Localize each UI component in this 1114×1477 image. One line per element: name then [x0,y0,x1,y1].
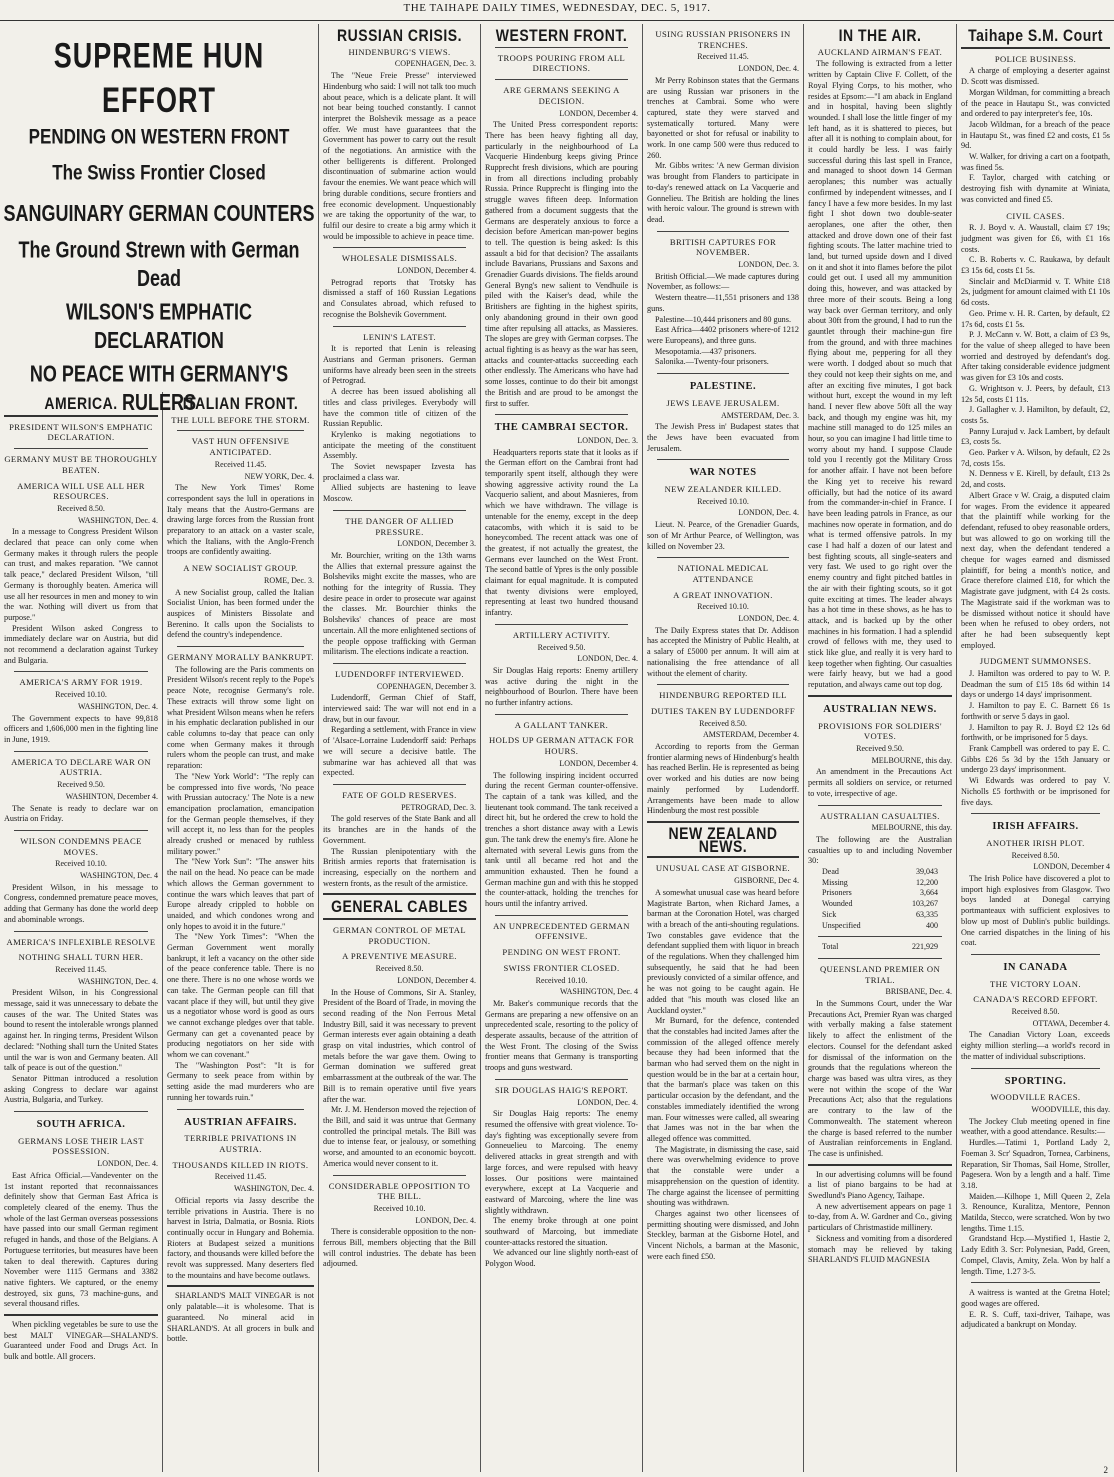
paragraph: President Wilson, in his Congressional message, said it was unnecessary to debate the causes of the war. The United States was bound to resent the intolerable wrongs planned against her. In ringing terms, President Wilson declared: "Nothing shall turn the United States until the war is won and Germany beaten. All talk of peace is out of the question." [4,988,158,1073]
dateline: WASHINGTON, Dec. 4. [233,1184,314,1194]
divider [14,671,148,672]
section-title: AMERICA. [44,393,118,413]
article-subheading: PENDING ON WEST FRONT. [502,947,621,958]
dateline: WASHINGTON, Dec. 4. [77,515,158,525]
article-subheading: THOUSANDS KILLED IN RIOTS. [172,1159,309,1170]
received-time: Received 10.10. [55,690,107,700]
column-italian-front [163,392,318,1472]
paragraph: R. J. Boyd v. A. Waustall, claim £7 19s; judgment was given for £6, with £1 16s costs. [961,223,1110,254]
divider [14,931,148,932]
paragraph: Mr. Bourchier, writing on the 13th warns the Allies that external pressure against the Bolsheviks might excite the masses, who are nothing for the integrity of Russia. They desire peace in order to prosecute war against the classes. Mr. Bourchier thinks the Bolsheviks' chances of peace are most uncertain. All the more enlightened sections of the people oppose trafficking with German militarism. The elections indicate a reaction. [323,550,477,657]
divider [971,954,1100,955]
article-subheading: ARTILLERY ACTIVITY. [512,629,611,640]
paragraph: N. Denness v E. Kirell, by default, £13 2s 2d, and costs. [961,469,1110,490]
paragraph: The New York Times' Rome correspondent says the lull in operations in Italy means that the Austro-Germans are drawing large forces from the Russian front preparatory to an attack on a vaster scale, which the Italians, with the Anglo-French troops are confidently awaiting. [167,483,314,557]
paragraph: C. B. Roberts v. C. Raukawa, by default £3 15s 6d, costs £1 5s. [961,255,1110,276]
masthead-title: THE TAIHAPE DAILY TIMES, [403,2,560,14]
divider [657,684,789,685]
headline-4: SANGUINARY GERMAN COUNTERS [3,200,315,226]
paragraph: F. Taylor, charged with catching or destroying fish with dynamite at Winiata, was convicted and fined £5. [961,173,1110,204]
article-heading: IRISH AFFAIRS. [992,821,1079,833]
divider [333,326,466,327]
divider [333,247,466,248]
paragraph: The Canadian Victory Loan, exceeds eighty million sterling—a world's record in the matter of individual subscriptions. [961,1030,1110,1061]
headline-7: NO PEACE WITH GERMANY'S RULERS [29,360,289,416]
paragraph: The following are the Paris comments on President Wilson's recent reply to the Pope's peace Note, recognise Germany's role. These extracts will throw some light on what President Wilson means when he refers in his emphatic declaration published in our cable columns to-day that peace can only come when Germany makes it through rulers whom the people can trust, and make reparation: [167,664,314,771]
paragraph: Panny Lurajud v. Jack Lambert, by default £3, costs 5s. [961,426,1110,447]
article-subheading: HINDENBURG'S VIEWS. [348,46,451,57]
article-subheading: NOTHING SHALL TURN HER. [18,952,144,963]
dateline: LONDON, Dec. 4. [97,1159,158,1169]
paragraph: Senator Pittman introduced a resolution asking Congress to declare war against Austria, Bulgaria, and Turkey. [4,1073,158,1105]
headline-2: PENDING ON WESTERN FRONT [28,124,290,149]
paragraph: J. Hamilton to pay E. C. Barnett £6 1s forthwith or serve 5 days in gaol. [961,701,1110,721]
divider [14,1111,148,1112]
paragraph: Western theatre—11,551 prisoners and 138 guns. [647,293,799,313]
divider [808,1164,952,1166]
paragraph: The following is extracted from a letter written by Captain Clive F. Collett, of the Royal Flying Corps, to his mother, who resides at Epsom:—"I am aback in England and in hospital, having been slightly wounded. I shall lose the little finger of my left hand, as it is shattered to pieces, but after all it is nothing to complain about, for it could hardly be less. I was fairly successful during this last spell in France, and managed to shoot down 14 German aeroplanes; this number was actually confirmed by independent witnesses, and I fancy I have a few more besides. In my last fight I shot down two double-seater aeroplanes, one after the other, then attacked and drove down one of their fast fighting scouts. The latter machine tried to land, but turned upside down and I dived on it and shot it into flames before the pilot could get out. I used all my ammunition doing this, however, and was attacked by three more of their scouts. Being a long way back over German territory, and only about 30ft from the ground, I had to run the gauntlet through their machine-gun fire from the ground, and with three machines flying about me, peppering for all they were worth. I dodged about so much that they could not keep their sights on me, and after an exciting five minutes, I got back without hurt, except the wound in my left hand. I never flew above 50ft all the way back, and though my engine was hit, my machine still managed to do 125 miles an hour, so you can imagine I had little time to worry about my hand. I suppose Claude told you I recently got the Military Cross for another affair. I have not been before the King yet to receive his reward officially, but had the notice of its award from the commander-in-chief in France. I have been leading patrols in France, as our machines now operate in formation, and do what is termed offensive patrols. In my case I had half a dozen of our latest and best fighting scouts, all single-seaters and very fast. We used to go right over the enemy country and fight pitched battles in the air with their fighting scouts, so it got quite exciting at times. The leader always has a hot time in these shows, as he has to attack, and is backed up by the other machines in his formation. I had a splendid crowd of fellows with me, they used to stick like glue, and really it is very hard to keep together when fighting. Our casualties were fairly heavy, but we had a good reputation, and always came out top dog. [808,59,952,690]
headline-6: WILSON'S EMPHATIC DECLARATION [66,298,252,354]
casualty-row: Unspecified 400 [822,920,938,930]
divider [177,430,304,431]
received-time: Received 8.50. [1011,1007,1060,1017]
paragraph: Maiden.—Kilhope 1, Mill Queen 2, Zela 3. Renounce, Kuralitza, Mentore, Pennon Matilda, Stecco, were scratched. Won by two lengths. Time 1.15. [961,1191,1110,1233]
divider [323,918,476,920]
paragraph: The Senate is ready to declare war on Austria on Friday. [4,803,158,824]
dateline: LONDON, Dec. 3. [738,260,799,270]
paragraph: W. Walker, for driving a cart on a footpath, was fined 5s. [961,152,1110,172]
casualty-table [808,867,952,953]
article-heading: AMERICA TO DECLARE WAR ON AUSTRIA. [11,756,151,778]
column-in-the-air [804,24,956,1472]
casualty-row: Dead 39,043 [822,867,938,877]
casualty-row: Prisoners 3,664 [822,888,938,898]
dateline: LONDON, December 4. [559,108,638,118]
paragraph: President Wilson, in his message to Congress, condemned premature peace moves, adding that Germany has done the world deep and abominable wrongs. [4,882,158,924]
article-subheading: A NEW SOCIALIST GROUP. [183,563,298,574]
advertisement: SHARLAND'S MALT VINEGAR is not only palatable—it is wholesome. That is guaranteed. No mineral acid in SHARLAND'S. At all grocers in bulk and bottle. [167,1291,314,1344]
received-time: Received 8.50. [1011,850,1060,860]
paragraph: In the Summons Court, under the War Precautions Act, Premier Ryan was charged with verbally making a false statement likely to affect the enlistment of the electors. Counsel for the defendant asked for dismissal of the information on the grounds that the regulations whereon the charge was based was ultra vires, as they were not within the scope of the War Precautions Act; also that the regulations are contrary to the law of the Commonwealth. The statement whereon the charge is based referred to the number of Australian reinforcements in England. The case is unfinished. [808,999,952,1158]
article-subheading: QUEENSLAND PREMIER ON TRIAL. [819,963,941,985]
received-time: Received 11.45. [55,964,107,974]
headline-5: The Ground Strewn with German Dead [18,236,300,292]
divider [818,805,942,806]
paragraph: Geo. Parker v A. Wilson, by default, £2 2s 7d, costs 15s. [961,448,1110,468]
dateline: LONDON, December 4. [397,266,476,276]
article-subheading: AN UNPRECEDENTED GERMAN OFFENSIVE. [493,920,630,942]
column-russian-crisis [319,24,480,1472]
divider [333,510,466,511]
article-subheading: ARE GERMANS SEEKING A DECISION. [503,85,620,106]
divider [495,915,628,916]
dateline: WOODVILLE, this day. [1031,1104,1110,1114]
divider [495,47,628,48]
paragraph: The "New York Times": "When the German Government went morally bankrupt, it left a vacancy on the other side of the peace conference table. There is no one there. There is no one whose words we can take. The German people can fill that vacant place if they will, but until they give us a negotiator whose word is good as ours we cannot exchange pledges over that table. Germany can get a covenanted peace by producing negotiators on her side with whom we can covenant." [167,932,314,1060]
dateline: MELBOURNE, this day. [871,755,952,765]
article-subheading: POLICE BUSINESS. [994,53,1077,64]
section-title: RUSSIAN CRISIS. [337,25,462,45]
paragraph: The "Washington Post": "It is for Germany to seek peace from within by setting aside the mad murderers who are running her towards ruin." [167,1060,314,1102]
divider [971,813,1100,814]
dateline: MELBOURNE, this day. [871,823,952,833]
dateline: WASHINTON, December 4. [65,791,158,801]
article-subheading: AMERICA WILL USE ALL HER RESOURCES. [17,480,145,502]
column-america [0,392,162,1472]
received-time: Received 9.50. [856,744,904,753]
paragraph: The "New York World": "The reply can be compressed into five words, 'No peace with Prussian autocracy.' The Note is a new emancipation proclamation, emancipation for the German people themselves, if they will accept it, no less than for the peoples already crushed or menaced by ruthless military power." [167,771,314,856]
section-title: WESTERN FRONT. [495,25,628,45]
paragraph: Allied subjects are hastening to leave Moscow. [323,483,476,504]
article-subheading: A GALLANT TANKER. [514,719,609,730]
paragraph: The Russian plenipotentiary with the British armies reports that fraternisation is increasing, especially on the northern and western fronts, as the result of the armistice. [323,846,476,888]
divider [177,646,304,647]
headline-1: SUPREME HUN EFFORT [53,36,265,120]
paragraph: A decree has been issued abolishing all titles and class privileges. Everybody will have the common title of citizen of the Russian Republic. [323,387,476,429]
section-title: ITALIAN FRONT. [182,393,299,413]
casualty-total: Total 221,929 [822,942,938,952]
section-title: IN THE AIR. [838,25,922,45]
divider [657,373,789,374]
article-subheading: TROOPS POURING FROM ALL DIRECTIONS. [497,52,626,74]
divider [818,958,942,959]
dateline: GISBORNE, Dec 4. [734,876,799,886]
paragraph: Palestine—10,444 prisoners and 80 guns. [655,314,791,324]
paragraph: Jacob Wildman, for a breach of the peace in Hautapu St., was fined £2 and costs, £1 5s 9d. [961,119,1110,151]
dateline: LONDON, December 4. [559,758,638,768]
received-time: Received 9.50. [57,780,105,790]
paragraph: A waitress is wanted at the Gretna Hotel; good wages are offered. [961,1288,1110,1308]
paragraph: President Wilson asked Congress to immediately declare war on Austria, but did not recommend a declaration against Turkey and Bulgaria. [4,623,158,665]
article-subheading: CANADA'S RECORD EFFORT. [973,994,1098,1005]
article-subheading: LENIN'S LATEST. [363,331,436,342]
advertisement: When pickling vegetables be sure to use the best MALT VINEGAR—SHALAND'S. Guaranteed under Food and Drugs Act. In bulk and bottle. All grocers. [4,1320,158,1362]
article-subheading: PROVISIONS FOR SOLDIERS' VOTES. [818,720,942,742]
article-subheading: GERMANY MUST BE THOROUGHLY BEATEN. [4,454,158,475]
article-subheading: WOODVILLE RACES. [990,1092,1081,1103]
received-time: Received 11.45. [214,1172,267,1182]
dateline: OTTAWA, December 4. [1032,1018,1110,1028]
paragraph: According to reports from the German frontier alarming news of Hindenburg's health has reached Berlin. He is represented as being over worked and his duties are now being mainly performed by Ludendorff. Arrangements have been made to allow Hindenburg the most rest possible [647,742,799,816]
dateline: WASHINGTON, Dec. 4. [77,701,158,711]
received-time: Received 8.50. [57,503,105,513]
article-subheading: DUTIES TAKEN BY LUDENDORFF [650,705,796,716]
paragraph: Mr. Baker's communique records that the Germans are preparing a new offensive on an unprecedented scale, resorting to the policy of desperate assaults, because of the attrition of the West Front. The closing of the Swiss frontier means that Germany is transporting troops and guns westward. [485,998,638,1073]
paragraph: Mr Burnard, for the defence, contended that the constables had incited James after the commission of the alleged offence merely because they had been informed that the barman who had served them on the night in question would be in the bar at a certain hour, that the barman's place was taken on this particular occasion by the defendant, and the constables immediately identified the wrong man. Four witnesses were called, all swearing that James was not in the bar when the alleged offence was committed. [647,1016,799,1143]
paragraph: The Jewish Press in' Budapest states that the Jews have been evacuated from Jerusalem. [647,422,799,453]
section-title: Taihape S.M. Court [968,25,1103,45]
paragraph: Morgan Wildman, for committing a breach of the peace in Hautapu St., was convicted and ordered to pay interpreter's fee, 10s. [961,87,1110,119]
article-heading: PRESIDENT WILSON'S EMPHATIC DECLARATION. [9,421,153,443]
paragraph: Headquarters reports state that it looks as if the German effort on the Cambrai front had temporarily spent itself, although they were showing aggressive activity round the La Vacquerio salient, and about Masnieres, from which we have withdrawn. The village is untenable for the enemy, except in the deep catacombs, with which it is said to be honeycombed. The recent attack was one of the greatest, if not actually the greatest, the Germans ever launched on the West Front. The second battle of Ypres is the only possible claimant for equal magnitude. It is computed that twenty divisions were employed, representing at least two hundred thousand infantry. [485,447,638,618]
received-time: Received 10.10. [697,496,749,506]
divider [14,751,148,752]
column-sm-court [957,24,1114,1472]
article-subheading: NEW ZEALANDER KILLED. [664,484,782,495]
article-subheading: JUDGMENT SUMMONSES. [979,656,1092,667]
paragraph: The enemy broke through at one point southward of Marcoing, but immediate counter-attacks restored the situation. [485,1216,638,1247]
paragraph: Official reports via Jassy describe the terrible privations in Austria. There is no harvest in Istria, Dalmatia, or Bosnia. Riots continually occur in Hungary and Bohemia. Rioters at Budapest seized a munitions factory, and thousands were killed before the revolt was suppressed. Many deserters fled to the mountains and have become outlaws. [167,1195,315,1280]
headline-3: The Swiss Frontier Closed [52,160,266,185]
paragraph: There is considerable opposition to the non-ferrous Bill, members objecting that the Bill will control industries. The debate has been adjourned. [323,1227,476,1269]
article-subheading: WHOLESALE DISMISSALS. [341,253,458,264]
paragraph: Lieut. N. Pearce, of the Grenadier Guards, son of Mr Arthur Pearce, of Wellington, was killed on November 23. [647,520,799,551]
paragraph: In the House of Commons, Sir A. Stanley, President of the Board of Trade, in moving the second reading of the Non Ferrous Metal Industry Bill, said it was necessary to prevent German interests ever again obtaining a death grasp on vital industries, which control of metals before the war gave them. Owing to German domination we suffered great embarrassment at the outbreak of the war. The Bill is to remain operative until five years after the war. [323,987,476,1104]
dateline: LONDON, Dec. 3. [577,435,638,445]
divider [961,47,1110,49]
received-time: Received 10.10. [373,1203,426,1213]
divider [4,1314,158,1316]
dateline: COPENHAGEN, Dec. 3. [394,59,476,69]
paragraph: Mesopotamia.—437 prisoners. [655,346,757,356]
paragraph: The following inspiring incident occurred during the recent German counter-offensive. The captain of a tank was killed, and the lieutenant took command. The tank received a direct hit, but he ordered the crew to hold the trenches a short distance away with a Lewis gun. The tank drew the enemy's fire. Alone he alternated with several Lewis guns from the tank until all became red hot and the ammunition exhausted. Then he found a German machine gun and with this he stopped the counter-attack, holding the trenches for hours until the infantry arrived. [485,770,638,909]
paragraph: Sir Douglas Haig reports: Enemy artillery was active during the night in the neighbourhood of Bourlon. There have been no further infantry actions. [485,665,638,708]
article-subheading: TERRIBLE PRIVATIONS IN AUSTRIA. [184,1133,297,1154]
article-subheading: AUCKLAND AIRMAN'S FEAT. [817,46,943,57]
paragraph: East Africa—4402 prisoners where-of 1212 were Europeans), and three guns. [647,325,799,345]
paragraph: The Government expects to have 99,818 officers and 1,606,000 men in the fighting line in June, 1919. [4,713,158,744]
paragraph: The Irish Police have discovered a plot to import high explosives from Glasgow. Two boys landed at Donegal carrying portmanteaux with sufficient explosives to blow up most of Dublin's public buildings. One carried dispatches in the lining of his coat. [961,874,1110,948]
article-heading: GERMANY MORALLY BANKRUPT. [167,652,314,663]
paragraph: The United Press correspondent reports: There has been heavy fighting all day, particularly in the neighbourhood of La Vacquerie Hindenburg keeps giving Prince Rupprecht fresh divisions, which are pouring in from all directions including probably Russia. Prince Rupprecht is flinging into the struggle waves fifteen deep. Information gathered from a document suggests that the Germans are desperately anxious to force a decision before American man-power begins to tell. The question is being asked: Is this assault a bid for that decision? The assailants include Bavarians, Prussians and Saxons and Grenadier Guards divisions. The fields around General Byng's new salient to Vendhuile is piled with the Kaiser's dead, while the Britishers are fighting in the highest spirits, only abandoning ground in their own good time after repulsing all attacks, as Massieres. The slopes are grey with German corpses. The actual fighting is as heavy as the war has seen, attacks and counter-attacks succeeding each other endlessly. The Americans who have had some losses, continue to do their bit amongst the British and are proud to be amongst the first to suffer. [485,120,638,408]
dateline: COPENHAGEN, December 3. [376,681,476,691]
paragraph: Salonika.—Twenty-four prisoners. [655,357,769,367]
dateline: WASHINGTON, Dec. 4 [559,987,638,997]
divider [4,415,158,417]
paragraph: The "New York Sun": "The answer hits the nail on the head. No peace can be made which allows the German government to continue the wars which leaves that part of Europe already crippled to hobble on unaided, and which condones wrong and only hopes to avoid it in the future." [167,857,314,931]
paragraph: Mr. Gibbs writes: 'A new German division was brought from Flanders to participate in to-day's renewed attack on La Vacquerie and Gonnelieu. The British are holding the lines with heroic valour. The ground is strewn with dead. [647,161,799,224]
divider [971,1282,1100,1283]
article-subheading: THE LULL BEFORE THE STORM. [171,414,310,425]
article-subheading: THE VICTORY LOAN. [990,978,1081,989]
divider [495,79,628,80]
article-subheading: HINDENBURG REPORTED ILL [659,690,787,701]
paragraph: Ludendorff, German Chief of Staff, interviewed said: The war will not end in a draw, but in our favour. [323,693,476,724]
paragraph: Grandstand Hcp.—Mystified 1, Hastie 2, Lady Edith 3. Scr: Polynesian, Padd, Green, Compel, Clavis, Amity, Zela. Won by half a length. Time, 1.27 3-5. [961,1234,1110,1276]
article-subheading: BRITISH CAPTURES FOR NOVEMBER. [669,236,777,258]
dateline: LONDON, December 4 [1033,862,1110,872]
paragraph: A new Socialist group, called the Italian Socialist Union, has been formed under the auspices of Ministers Bissolate and Berenino. It calls upon the Socialists to defend the country's independence. [167,587,314,640]
paragraph: The Daily Express states that Dr. Addison has accepted the Ministry of Public Health, at a salary of £5000 per annum. It will aim at nationalising the free attendance of all without the element of charity. [647,625,799,678]
paragraph: A somewhat unusual case was heard before Magistrate Barton, when Richard James, a barman at the Coronation Hotel, was charged with a breach of the anti-shouting regulations. Two constables gave evidence that the defendant supplied them with liquor in breach of the regulations. When they challenged him subsequently, he said that he had been previously convicted of a similar offence, and he was not going to be caught again. He added that "his mouth was closed like an Auckland oyster." [647,887,799,1015]
article-subheading: HOLDS UP GERMAN ATTACK FOR HOURS. [489,735,634,757]
article-heading: SOUTH AFRICA. [36,1119,126,1131]
divider [808,695,952,697]
column-war-notes [643,24,803,1472]
paragraph: G. Wrightson v. J. Peers, by default, £13 12s 5d, costs £1 11s. [961,383,1110,404]
dateline: AMSTERDAM, Dec. 3. [721,410,799,420]
article-heading: IN CANADA [1003,961,1068,973]
page-number: 2 [1103,1465,1108,1475]
dateline: LONDON, Dec. 4. [577,654,638,664]
article-subheading: FATE OF GOLD RESERVES. [342,790,457,800]
paragraph: British Official.—We made captures during November, as follows:— [647,271,799,292]
casualty-row: Sick 63,335 [822,909,938,919]
dateline: LONDON, Dec. 4. [415,1215,476,1225]
paragraph: Albert Grace v W. Craig, a disputed claim for wages. From the evidence it appeared that the plaintiff while working for the defendant, refused to obey reasonable orders, but was allowed to go on working till the next day, when the defendant tendered a cheque for wages earned and dismissed plaintiff, for being a month's notice, and Grace therefore claimed £18, for which the Magistrate gave judgment, with £4 2s costs. The Magistrate said if the workman was to be dismissed without notice it should have been when he refused to obey orders, not after he had been subsequently kept employed. [961,490,1110,650]
article-subheading: SIR DOUGLAS HAIG'S REPORT. [494,1084,629,1095]
paragraph: Charges against two other licensees of permitting shouting were dismissed, and John Steckley, barman at the Gisborne Hotel, and Vincent Nichols, a barman at the Masonic, were each fined £50. [647,1208,799,1261]
paragraph: Sir Douglas Haig reports: The enemy resumed the offensive with great violence. To-day's fighting was exceptionally severe from Gonneuelieu to Marcoing. The enemy delivered attacks in great strength and with large forces, and were repulsed with heavy losses. Our positions were maintained everywhere, except at La Vacquerie and eastward of Marcoing, where the line was slightly withdrawn. [485,1109,638,1215]
article-subheading: NATIONAL MEDICAL ATTENDANCE [677,563,769,584]
paragraph: The Jockey Club meeting opened in fine weather, with a good attendance. Results:— [961,1116,1110,1137]
paragraph: Frank Campbell was ordered to pay E. C. Gibbs £26 5s 3d by the 15th January or undergo 23 days' imprisonment. [961,744,1110,775]
paragraph: The following are the Australian casualties up to and including November 30: [808,834,952,866]
divider [177,1109,304,1110]
article-subheading: USING RUSSIAN PRISONERS IN TRENCHES. [655,29,791,50]
divider [323,893,476,895]
paragraph: E. R. S. Cuff, taxi-driver, Taihape, was adjudicated a bankrupt on Monday. [961,1309,1110,1330]
divider [657,231,789,232]
received-time: Received 8.50. [375,964,424,974]
divider [647,856,799,858]
paragraph: J. Hamilton was ordered to pay to W. P. Deadman the sum of £15 18s 6d within 14 days or undergo 14 days' imprisonment. [961,669,1110,700]
received-time: Received 10.10. [55,859,107,869]
article-heading: WILSON CONDEMNS PEACE MOVES. [20,835,142,857]
article-heading: AUSTRALIAN NEWS. [823,703,937,715]
received-time: Received 10.10. [697,602,749,612]
paragraph: In our advertising columns will be found a list of piano bargains to be had at Swedlund's Piano Agency, Taihape. [808,1169,952,1201]
received-time: Received 11.45. [697,52,749,62]
article-heading: SPORTING. [1004,1075,1067,1087]
article-subheading: JEWS LEAVE JERUSALEM. [666,397,780,408]
divider [333,784,466,785]
received-time: Received 8.50. [699,718,747,728]
article-subheading: CONSIDERABLE OPPOSITION TO THE BILL. [328,1180,471,1202]
paragraph: J. Hamilton to pay R. J. Boyd £2 12s 6d forthwith, or be imprisoned for 5 days. [961,722,1110,743]
paragraph: J. Gallagher v. J. Hamilton, by default, £2, costs 5s. [961,405,1110,425]
divider [495,414,628,415]
divider [495,1079,628,1080]
article-heading: AMERICA'S INFLEXIBLE RESOLVE [6,936,156,947]
masthead-date: WEDNESDAY, DEC. 5, 1917. [562,2,711,14]
paragraph: A charge of employing a deserter against D. Scott was dismissed. [961,66,1110,87]
divider [14,448,148,449]
received-time: Received 10.10. [535,975,588,985]
article-subheading: GERMAN CONTROL OF METAL PRODUCTION. [332,925,467,946]
paragraph: The gold reserves of the State Bank and all its branches are in the hands of the Government. [323,814,476,845]
divider [495,714,628,715]
divider [333,1175,466,1176]
article-heading: THE CAMBRAI SECTOR. [494,422,629,434]
article-subheading: VAST HUN OFFENSIVE ANTICIPATED. [191,436,290,458]
received-time: Received 11.45. [214,459,267,469]
dateline: WASHINGTON, Dec. 4 [79,871,158,881]
paragraph: The "Neue Freie Presse" interviewed Hindenburg who said: I will not talk too much about peace, which is a delicate plant. It will not bear being touched constantly. I cannot interpret the Bolshevik message as a peace offer. We must have guarantees that the Government has power to carry out the result of the negotiations. An armistice with the other belligerents is different. Prolonged discontinuation of submarine action would favour the enemies. We want peace which will bring durable conditions, secure frontiers and free economic development. Unquestionably we are taking the opportunity of the war, to fulfil our desire to create a big army which it would be impossible to achieve in peace time. [323,71,476,241]
divider [971,1068,1100,1069]
paragraph: The Soviet newspaper Izvesta has proclaimed a class war. [323,462,476,482]
divider [167,1285,314,1287]
article-subheading: A GREAT INNOVATION. [673,589,773,600]
dateline: PETROGRAD, Dec. 3. [401,802,476,812]
divider [818,936,942,937]
article-heading: AMERICA'S ARMY FOR 1919. [19,677,143,688]
article-subheading: LUDENDORFF INTERVIEWED. [335,668,464,679]
article-heading: PALESTINE. [689,381,757,393]
paragraph: Krylenko is making negotiations to anticipate the meeting of the constituent Assembly. [323,429,476,461]
paragraph: Mr Perry Robinson states that the Germans are using Russian war prisoners in the trenches at Cambrai. Some who were captured, state they were starved and systematically tortured. Many were bayonetted or shot for refusal or inability to work. In one camp 500 were thus reduced to 260. [647,75,799,160]
paragraph: In a message to Congress President Wilson declared that peace can only come when Germany makes it through rulers the people can trust, and makes reparation. "We cannot talk peace," declared President Wilson, "till Germany is thoroughly beaten. America will use all her resources in men and money to win the war. Nothing will divert us from that purpose." [4,527,158,622]
divider [14,830,148,831]
dateline: ROME, Dec. 3. [264,575,314,585]
divider [657,557,789,558]
article-subheading: CIVIL CASES. [1006,210,1065,221]
divider [495,624,628,625]
paragraph: Mr. J. M. Henderson moved the rejection of the Bill, and said it was untrue that Germany controlled the principal metals. The Bill was due to intense fear, or jealousy, or something worse, and amounted to an economic boycott. America would never consent to it. [323,1105,476,1168]
dateline: LONDON, December 3. [397,539,476,549]
casualty-row: Wounded 103,267 [822,899,938,909]
dateline: LONDON, Dec. 4. [738,64,799,74]
paragraph: Sinclair and McDiarmid v. T. White £18 2s, judgment for amount claimed with £1 10s 6d costs. [961,276,1110,308]
divider [657,459,789,460]
article-subheading: GERMANS LOSE THEIR LAST POSSESSION. [18,1135,144,1157]
article-subheading: THE DANGER OF ALLIED PRESSURE. [345,515,454,537]
dateline: NEW YORK, Dec. 4. [244,471,314,481]
paragraph: Petrograd reports that Trotsky has dismissed a staff of 160 Russian Legations and Consulates abroad, which refused to recognise the Bolshevik Government. [323,277,476,319]
paragraph: An amendment in the Precautions Act permits all soldiers on service, or returned to vote, irrespective of age. [808,767,952,798]
casualty-row: Missing 12,200 [822,877,938,887]
paragraph: Geo. Prime v. H. R. Carten, by default, £2 17s 6d, costs £1 5s. [961,308,1110,329]
paragraph: A new advertisement appears on page 1 to-day, from A. W. Gardner and Co., giving particulars of Christmastide millinery. [808,1201,952,1233]
received-time: Received 9.50. [537,642,586,652]
paragraph: Wi Edwards was ordered to pay V. Nicholls £5 forthwith or be imprisoned for five days. [961,776,1110,807]
paragraph: The Magistrate, in dismissing the case, said there was overwhelming evidence to prove that the constable were under a misapprehension on the question of identity. The charge against the licensee of permitting shouting was withdrawn. [647,1144,799,1208]
paragraph: Sickness and vomiting from a disordered stomach may be relieved by taking SHARLAND'S FLUID MAGNESIA [808,1233,952,1265]
article-subheading: A PREVENTIVE MEASURE. [342,951,457,962]
article-heading: AUSTRIAN AFFAIRS. [184,1116,297,1128]
section-title: NEW ZEALAND NEWS. [668,823,778,856]
article-subheading: SWISS FRONTIER CLOSED. [503,962,620,973]
section-title: GENERAL CABLES [331,896,468,916]
paragraph: P. J. McCann v. W. Bott, a claim of £3 9s, for the value of sheep alleged to have been worried and destroyed by defendant's dog. After taking considerable evidence judgment was given for £3 10s and costs. [961,330,1110,383]
paragraph: East Africa Official.—Vandeventer on the 1st instant reported that reconnaissances definitely show that German East Africa is completely cleared of the enemy. Thus the whole of the last German overseas possessions have passed into our small German regiment refuged in hands, and those of the Belgians. A Portuguese territories, but measures have been taken to deal therewith. Captures during November were 1115 Germans and 3382 native fighters. We captured, or the enemy destroyed, six guns, 73 machine-guns, and several thousand rifles. [4,1170,158,1309]
dateline: WASHINGTON, Dec. 4. [77,976,158,986]
divider [333,663,466,664]
column-western-front [481,24,642,1472]
article-subheading: UNUSUAL CASE AT GISBORNE. [655,863,791,874]
paragraph: It is reported that Lenin is releasing Austrians and German prisoners. German uniforms have already been seen in the streets of Petrograd. [323,344,476,386]
article-subheading: ANOTHER IRISH PLOT. [986,837,1085,848]
dateline: LONDON, Dec. 4. [577,1097,638,1107]
dateline: BRISBANE, Dec. 4. [885,987,952,997]
dateline: LONDON, Dec. 4. [738,508,799,518]
dateline: AMSTERDAM, December 4. [703,730,799,740]
paragraph: Regarding a settlement, with France in view of 'Alsace-Lorraine Ludendorff said: Perhaps we will secure a decisive battle. The submarine war has achieved all that was expected. [323,725,476,778]
dateline: LONDON, Dec. 4. [738,614,799,624]
masthead [0,2,1114,21]
dateline: LONDON, December 4. [397,975,476,985]
paragraph: Hurdles.—Tatimi 1, Portland Lady 2, Foeman 3. Scr' Squadron, Tornea, Carbinens, Reparation, Sir Thomas, Sail Home, Stroller, Pagesera. Won by a length and a half. Time 3.18. [961,1138,1110,1190]
article-subheading: AUSTRALIAN CASUALTIES. [820,810,940,821]
paragraph: We advanced our line slightly north-east of Polygon Wood. [485,1248,638,1269]
article-heading: WAR NOTES [689,467,757,479]
